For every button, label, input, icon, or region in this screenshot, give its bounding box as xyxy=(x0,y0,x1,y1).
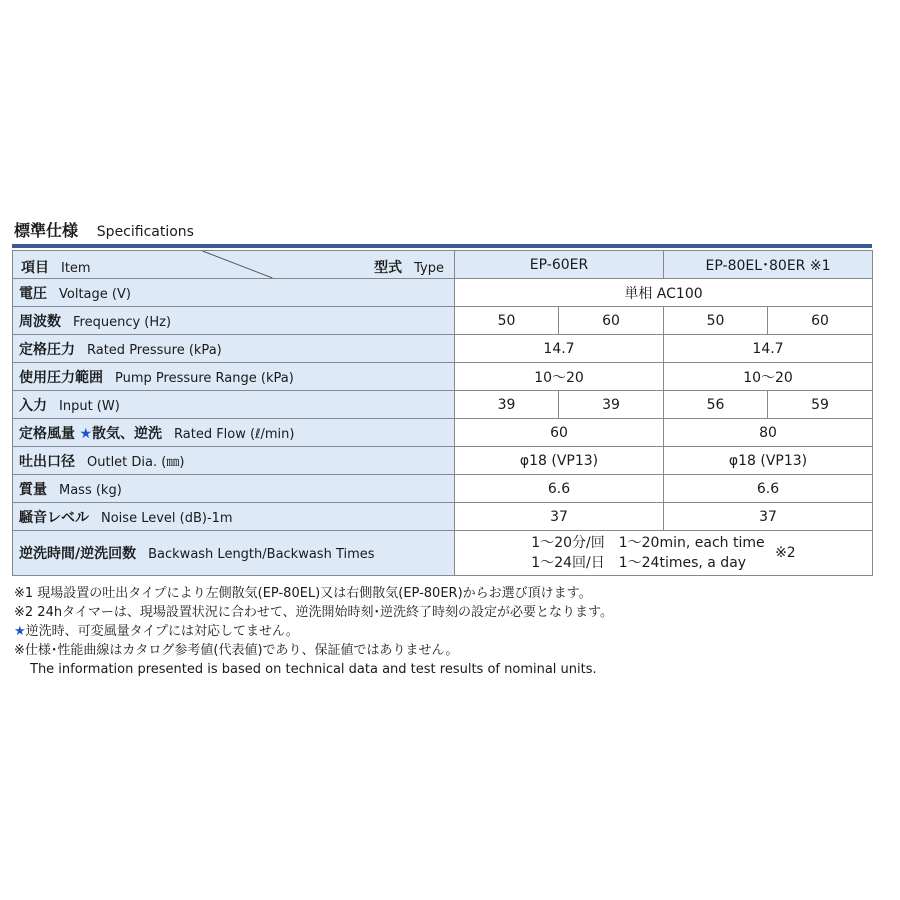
backwash-jp: 逆洗時間/逆洗回数 xyxy=(19,546,137,562)
frequency-value-2: 60 xyxy=(559,307,664,335)
mass-jp: 質量 xyxy=(19,481,47,498)
footnote-2: ※2 24hタイマーは、現場設置状況に合わせて、逆洗開始時刻･逆洗終了時刻の設定が必要となります。 xyxy=(14,605,614,620)
noise-en: Noise Level (dB)-1m xyxy=(101,510,233,526)
noise-model2: 37 xyxy=(664,503,873,531)
table-row xyxy=(13,531,873,576)
backwash-lines xyxy=(531,533,764,573)
footnote-3-text: 逆洗時、可変風量タイプには対応してません。 xyxy=(25,624,299,639)
backwash-en: Backwash Length/Backwash Times xyxy=(148,547,375,562)
frequency-jp: 周波数 xyxy=(19,313,61,330)
row-label-noise xyxy=(13,503,455,531)
pump-pressure-jp: 使用圧力範囲 xyxy=(19,369,103,386)
table-header-row xyxy=(13,251,873,279)
footnote-5: The information presented is based on technical data and test results of nominal units. xyxy=(30,662,597,677)
row-label-voltage xyxy=(13,279,455,307)
row-label-frequency xyxy=(13,307,455,335)
header-item-label xyxy=(21,257,91,277)
voltage-en: Voltage (V) xyxy=(59,286,131,302)
title-jp: 標準仕様 xyxy=(14,221,79,240)
footnote-3 xyxy=(14,622,613,641)
model-ep80el-80er: EP-80EL･80ER ※1 xyxy=(664,251,873,279)
footnotes xyxy=(14,584,613,679)
table-row xyxy=(13,475,873,503)
outlet-en: Outlet Dia. (㎜) xyxy=(87,454,185,470)
table-row xyxy=(13,335,873,363)
footnote-1: ※1 現場設置の吐出タイプにより左側散気(EP-80EL)又は右側散気(EP-80ER)からお選び頂けます。 xyxy=(14,586,592,601)
table-row xyxy=(13,419,873,447)
outlet-model1: φ18 (VP13) xyxy=(455,447,664,475)
header-item-type-cell xyxy=(13,251,455,279)
table-row xyxy=(13,279,873,307)
input-value-2: 39 xyxy=(559,391,664,419)
noise-model1: 37 xyxy=(455,503,664,531)
rated-pressure-jp: 定格圧力 xyxy=(19,341,75,358)
table-row xyxy=(13,307,873,335)
backwash-value xyxy=(455,531,873,576)
header-type-label xyxy=(374,257,444,277)
pump-pressure-en: Pump Pressure Range (kPa) xyxy=(115,370,294,386)
backwash-line-2: 1～24回/日 1～24times, a day xyxy=(531,555,747,571)
mass-en: Mass (kg) xyxy=(59,482,122,498)
input-value-3: 56 xyxy=(664,391,768,419)
voltage-value: 単相 AC100 xyxy=(455,279,873,307)
rated-pressure-model1: 14.7 xyxy=(455,335,664,363)
rated-flow-model1: 60 xyxy=(455,419,664,447)
rated-flow-jp-sub: 散気、逆洗 xyxy=(92,425,163,442)
rated-flow-en: Rated Flow (ℓ/min) xyxy=(174,426,295,442)
mass-model2: 6.6 xyxy=(664,475,873,503)
frequency-value-4: 60 xyxy=(768,307,873,335)
star-icon: ★ xyxy=(79,425,93,442)
rated-pressure-model2: 14.7 xyxy=(664,335,873,363)
frequency-value-3: 50 xyxy=(664,307,768,335)
table-row xyxy=(13,447,873,475)
row-label-outlet xyxy=(13,447,455,475)
input-en: Input (W) xyxy=(59,398,120,414)
outlet-model2: φ18 (VP13) xyxy=(664,447,873,475)
row-label-rated-flow xyxy=(13,419,455,447)
input-value-4: 59 xyxy=(768,391,873,419)
backwash-footnote-ref: ※2 xyxy=(775,545,796,561)
pump-pressure-model1: 10～20 xyxy=(455,363,664,391)
title-en: Specifications xyxy=(96,224,194,240)
table-row xyxy=(13,503,873,531)
rated-pressure-en: Rated Pressure (kPa) xyxy=(87,342,222,358)
row-label-backwash xyxy=(13,531,455,576)
header-item-en: Item xyxy=(61,261,91,276)
header-item-jp: 項目 xyxy=(21,260,49,276)
mass-model1: 6.6 xyxy=(455,475,664,503)
row-label-pump-pressure xyxy=(13,363,455,391)
header-type-en: Type xyxy=(414,261,444,276)
spec-table xyxy=(12,250,873,576)
star-icon: ★ xyxy=(14,624,26,639)
frequency-en: Frequency (Hz) xyxy=(73,314,172,330)
input-jp: 入力 xyxy=(19,397,47,414)
backwash-line-1: 1～20分/回 1～20min, each time xyxy=(531,535,765,551)
input-value-1: 39 xyxy=(455,391,559,419)
page-title xyxy=(14,218,194,241)
row-label-mass xyxy=(13,475,455,503)
header-type-jp: 型式 xyxy=(374,260,403,276)
noise-jp: 騒音レベル xyxy=(19,509,89,526)
rated-flow-jp: 定格風量 xyxy=(19,425,75,442)
rated-flow-model2: 80 xyxy=(664,419,873,447)
table-row xyxy=(13,363,873,391)
outlet-jp: 吐出口径 xyxy=(19,453,75,470)
model-ep60er: EP-60ER xyxy=(455,251,664,279)
pump-pressure-model2: 10～20 xyxy=(664,363,873,391)
row-label-input xyxy=(13,391,455,419)
header-divider xyxy=(12,244,872,248)
table-row xyxy=(13,391,873,419)
row-label-rated-pressure xyxy=(13,335,455,363)
frequency-value-1: 50 xyxy=(455,307,559,335)
voltage-jp: 電圧 xyxy=(19,285,47,302)
footnote-4: ※仕様･性能曲線はカタログ参考値(代表値)であり、保証値ではありません。 xyxy=(14,643,459,658)
